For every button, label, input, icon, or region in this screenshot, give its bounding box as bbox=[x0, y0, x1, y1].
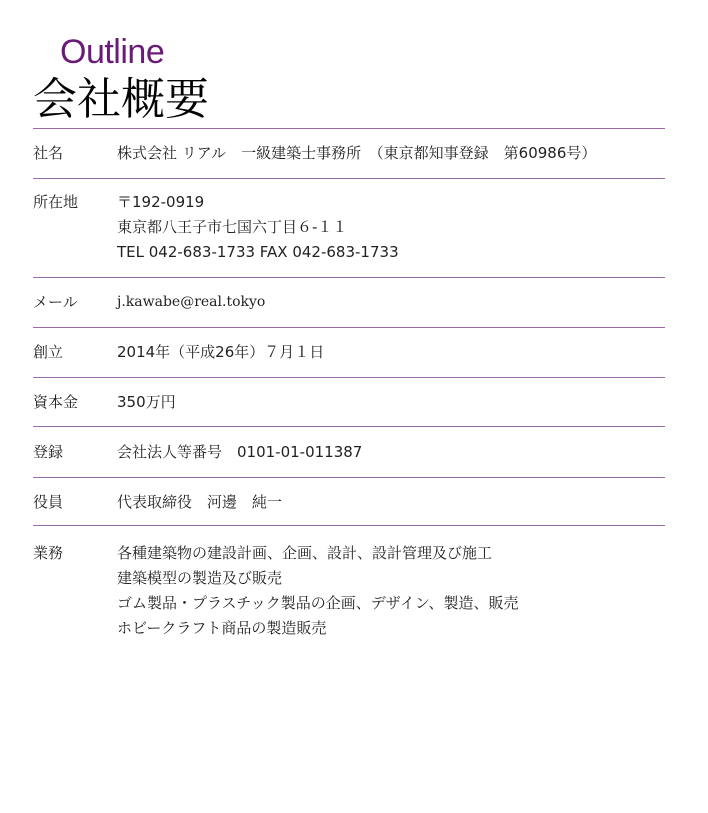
row-label: 社名 bbox=[33, 144, 64, 162]
row-value bbox=[117, 141, 596, 166]
row-value bbox=[117, 290, 265, 315]
value-line: 2014年（平成26年）７月１日 bbox=[117, 343, 325, 361]
row-label: 所在地 bbox=[33, 193, 79, 211]
row-label: 資本金 bbox=[33, 393, 79, 411]
table-row-founded bbox=[33, 327, 665, 377]
table-row-registration bbox=[33, 426, 665, 477]
value-line: TEL 042-683-1733 FAX 042-683-1733 bbox=[117, 243, 399, 261]
value-line: 会社法人等番号 0101-01-011387 bbox=[117, 443, 363, 461]
row-label: 役員 bbox=[33, 493, 64, 511]
table-row-company-name bbox=[33, 128, 665, 178]
row-value bbox=[117, 541, 519, 641]
value-line: ホビークラフト商品の製造販売 bbox=[117, 619, 327, 637]
value-line: 株式会社 リアル 一級建築士事務所 （東京都知事登録 第60986号） bbox=[117, 144, 597, 162]
table-row-email bbox=[33, 277, 665, 327]
row-value bbox=[117, 490, 282, 515]
value-line: 350万円 bbox=[117, 393, 176, 411]
section-eyebrow: Outline bbox=[60, 33, 165, 71]
row-value bbox=[117, 190, 399, 265]
table-row-capital bbox=[33, 377, 665, 426]
row-label: 登録 bbox=[33, 443, 64, 461]
row-label: 業務 bbox=[33, 544, 64, 562]
value-line: 代表取締役 河邊 純一 bbox=[117, 493, 283, 511]
row-label: メール bbox=[33, 293, 78, 311]
value-line: 各種建築物の建設計画、企画、設計、設計管理及び施工 bbox=[117, 544, 493, 562]
row-value bbox=[117, 340, 324, 365]
email-link[interactable]: j.kawabe@real.tokyo bbox=[117, 294, 266, 310]
page-title: 会社概要 bbox=[33, 74, 209, 125]
company-info-table bbox=[33, 128, 665, 655]
value-line: ゴム製品・プラスチック製品の企画、デザイン、製造、販売 bbox=[117, 594, 519, 612]
row-value bbox=[117, 440, 362, 465]
table-row-officers bbox=[33, 477, 665, 525]
row-label: 創立 bbox=[33, 343, 64, 361]
table-row-address bbox=[33, 178, 665, 277]
table-row-business bbox=[33, 525, 665, 655]
value-line: 東京都八王子市七国六丁目６-１１ bbox=[117, 218, 348, 236]
value-line: 〒192-0919 bbox=[117, 193, 205, 211]
row-value bbox=[117, 390, 176, 415]
value-line: 建築模型の製造及び販売 bbox=[117, 569, 283, 587]
